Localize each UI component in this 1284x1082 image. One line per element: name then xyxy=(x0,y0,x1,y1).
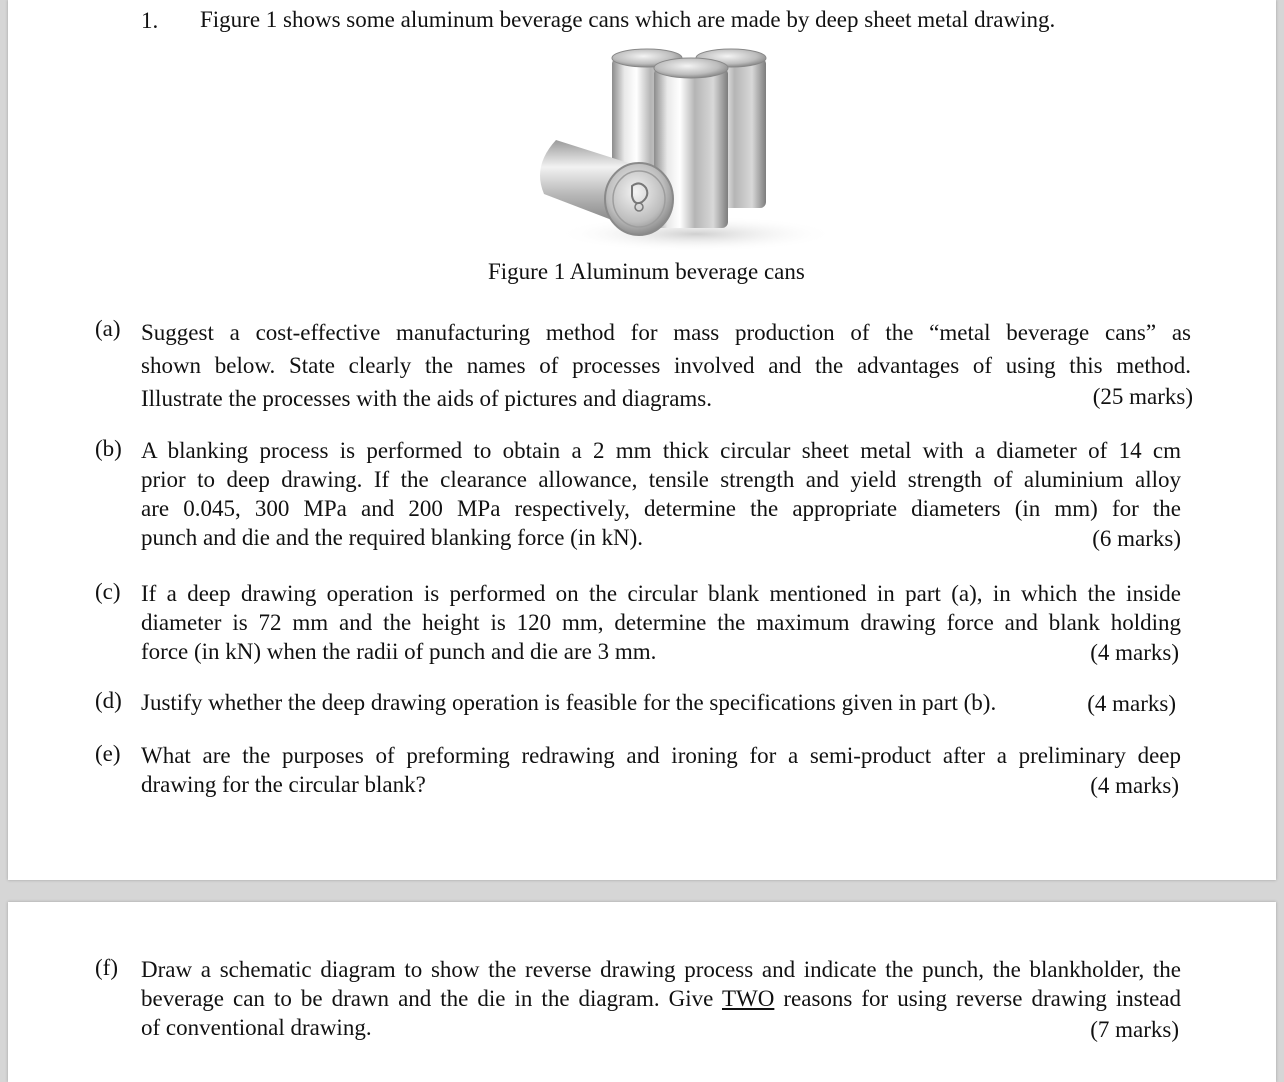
part-d-label: (d) xyxy=(95,688,122,713)
part-f-line-2-pre: beverage can to be drawn and the die in the diagram. Give xyxy=(141,986,722,1011)
part-b-label: (b) xyxy=(95,436,122,461)
page-2 xyxy=(8,902,1276,1082)
part-a-line-3: Illustrate the processes with the aids of pictures and diagrams. xyxy=(141,386,713,411)
part-c-label: (c) xyxy=(95,579,121,604)
part-d-marks: (4 marks) xyxy=(1087,691,1176,716)
part-e-line-2: drawing for the circular blank? xyxy=(141,772,426,797)
part-f xyxy=(95,955,1182,1043)
part-a xyxy=(95,316,1193,416)
part-f-line-2-post: reasons for using reverse drawing instead xyxy=(774,986,1182,1011)
part-d xyxy=(95,688,1176,717)
part-e xyxy=(95,741,1179,799)
part-d-line-1: Justify whether the deep drawing operation is feasible for the specifications given in part (b). xyxy=(141,690,997,715)
part-e-line-1: What are the purposes of preforming redrawing and ironing for a semi-product after a preliminary deep xyxy=(141,743,1181,768)
part-b-line-2: prior to deep drawing. If the clearance allowance, tensile strength and yield strength of aluminium alloy xyxy=(141,467,1181,492)
part-f-line-3: of conventional drawing. xyxy=(141,1015,372,1040)
part-c xyxy=(95,579,1179,666)
part-b-line-4: punch and die and the required blanking force (in kN). xyxy=(141,525,643,550)
question-number: 1. xyxy=(141,8,159,33)
part-f-two-underlined: TWO xyxy=(721,986,775,1011)
part-f-marks: (7 marks) xyxy=(1090,1017,1179,1042)
part-a-marks: (25 marks) xyxy=(1092,384,1193,409)
part-c-marks: (4 marks) xyxy=(1090,640,1179,665)
page-1 xyxy=(8,0,1276,880)
part-c-line-3: force (in kN) when the radii of punch and die are 3 mm. xyxy=(141,639,657,664)
question-intro: Figure 1 shows some aluminum beverage cans which are made by deep sheet metal drawing. xyxy=(200,7,1056,32)
part-e-label: (e) xyxy=(95,741,121,766)
part-a-line-1: Suggest a cost-effective manufacturing method for mass production of the “metal beverage cans” as xyxy=(141,320,1191,345)
part-a-label: (a) xyxy=(95,316,121,341)
part-b-line-1: A blanking process is performed to obtain a 2 mm thick circular sheet metal with a diameter of 14 cm xyxy=(141,438,1181,463)
part-f-label: (f) xyxy=(95,955,118,980)
figure-caption: Figure 1 Aluminum beverage cans xyxy=(488,259,805,284)
part-f-line-2 xyxy=(141,984,1181,1013)
part-e-marks: (4 marks) xyxy=(1090,773,1179,798)
part-c-line-2: diameter is 72 mm and the height is 120 mm, determine the maximum drawing force and blank holding xyxy=(141,610,1181,635)
part-f-line-1: Draw a schematic diagram to show the reverse drawing process and indicate the punch, the blankholder, the xyxy=(141,957,1181,982)
part-c-line-1: If a deep drawing operation is performed on the circular blank mentioned in part (a), in which the inside xyxy=(141,581,1181,606)
part-b xyxy=(95,436,1181,552)
aluminum-cans-figure xyxy=(526,44,826,254)
part-b-line-3: are 0.045, 300 MPa and 200 MPa respectively, determine the appropriate diameters (in mm) for the xyxy=(141,496,1181,521)
part-b-marks: (6 marks) xyxy=(1092,526,1181,551)
part-a-line-2: shown below. State clearly the names of processes involved and the advantages of using this method. xyxy=(141,353,1191,378)
